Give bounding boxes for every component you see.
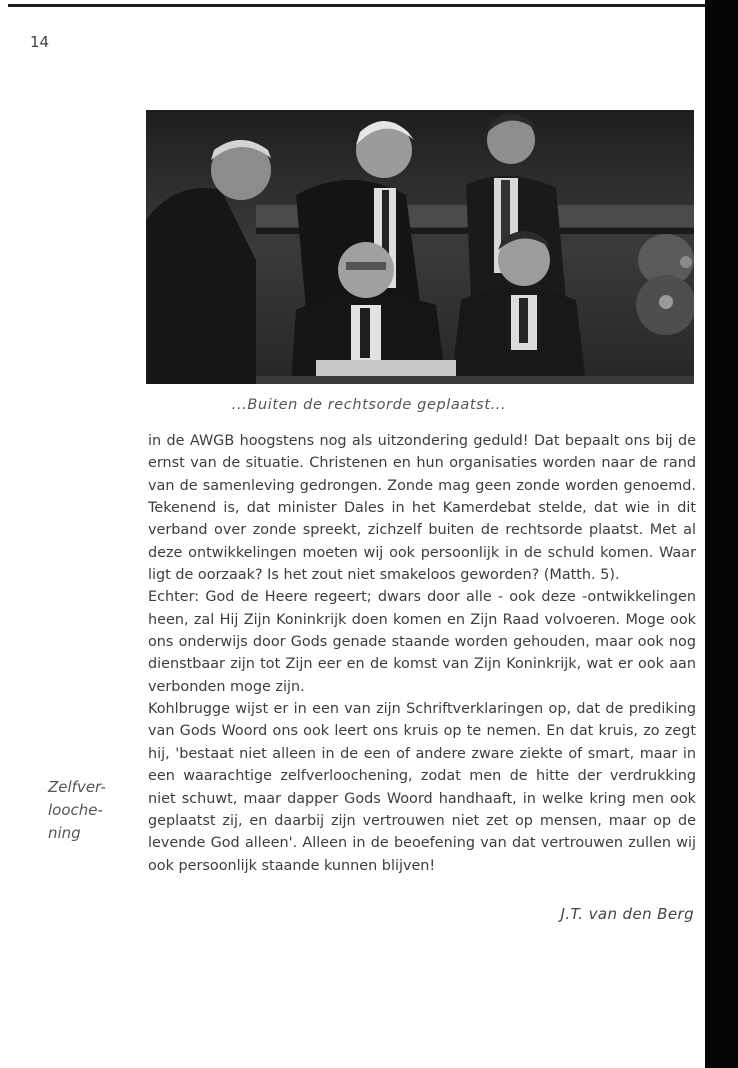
paragraph: in de AWGB hoogstens nog als uitzondering geduld! Dat bepaalt ons bij de ernst van de situatie. Christenen en hun organisaties worden naar de rand van de samenleving gedrongen. Zonde mag geen zonde worden genoemd. Tekenend is, dat minister Dales in het Kamerdebat stelde, dat wie in dit verband over zonde spreekt, zichzelf buiten de rechtsorde plaatst. Met al deze ontwikkelingen moeten wij ook persoonlijk in de schuld komen. Waar ligt de oorzaak? Is het zout niet smakeloos geworden? (Matth. 5). <box>148 433 696 584</box>
margin-note-line: Zelfver- <box>48 778 106 796</box>
margin-note-line: looche- <box>48 801 103 819</box>
margin-note <box>48 776 128 845</box>
page-top-edge <box>8 4 708 7</box>
photo-icon <box>146 110 694 384</box>
page-number: 14 <box>30 33 50 51</box>
photo-caption: ...Buiten de rechtsorde geplaatst... <box>231 397 507 413</box>
scan-border <box>705 0 738 1068</box>
author-signature: J.T. van den Berg <box>560 905 694 923</box>
paragraph: Echter: God de Heere regeert; dwars door alle - ook deze -ontwikkelingen heen, zal Hij Zijn Koninkrijk doen komen en Zijn Raad volvoeren. Moge ook ons onderwijs door Gods genade staande worden gehouden, maar ook nog dienstbaar zijn tot Zijn eer en de komst van Zijn Koninkrijk, wat er ook aan verbonden moge zijn. <box>148 589 696 695</box>
article-body <box>148 430 696 877</box>
margin-note-line: ning <box>48 824 81 842</box>
photo <box>146 110 694 384</box>
paragraph: Kohlbrugge wijst er in een van zijn Schriftverklaringen op, dat de prediking van Gods Woord ons ook leert ons kruis op te nemen. En dat kruis, zo zegt hij, 'bestaat niet alleen in de een of andere zware ziekte of smart, maar in een waarachtige zelfverloochening, zodat men de hitte der verdrukking niet schuwt, maar dapper Gods Woord handhaaft, in welke kring men ook geplaatst zij, en daarbij zijn vertrouwen niet zet op mensen, maar op de levende God alleen'. Alleen in de beoefening van dat vertrouwen zullen wij ook persoonlijk staande kunnen blijven! <box>148 701 696 874</box>
